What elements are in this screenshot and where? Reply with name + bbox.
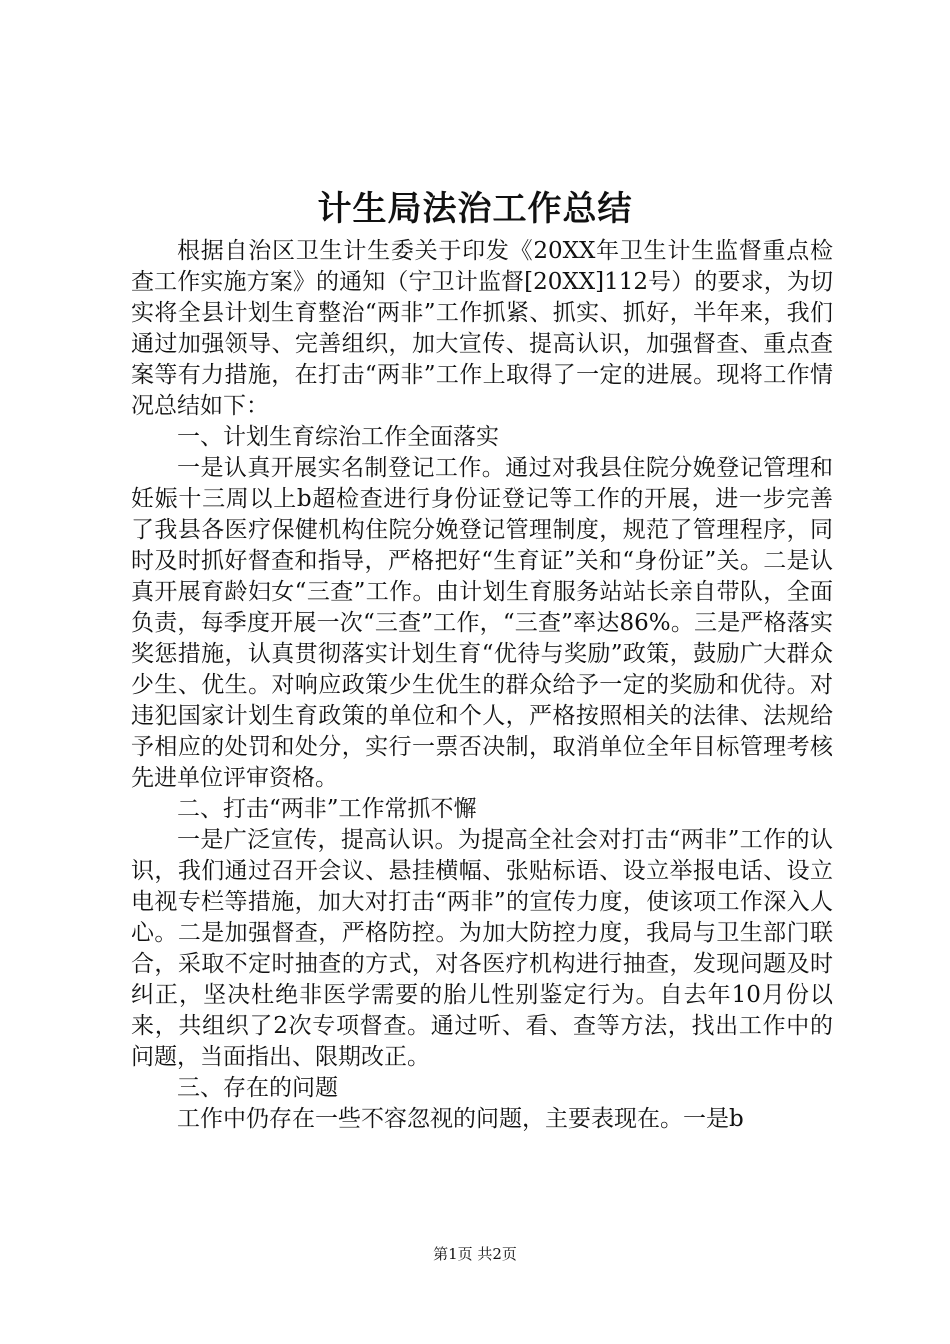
document-body: [131, 236, 833, 1135]
document-title: 计生局法治工作总结: [317, 189, 633, 229]
intro-paragraph: 根据自治区卫生计生委关于印发《20XX年卫生计生监督重点检查工作实施方案》的通知（宁卫计监督[20XX]112号）的要求，为切实将全县计划生育整治“两非”工作抓紧、抓实、抓好，半年来，我们通过加强领导、完善组织，加大宣传、提高认识，加强督查、重点查案等有力措施，在打击“两非”工作上取得了一定的进展。现将工作情况总结如下：: [131, 238, 833, 419]
section-1-paragraph: 一是认真开展实名制登记工作。通过对我县住院分娩登记管理和妊娠十三周以上b超检查进行身份证登记等工作的开展，进一步完善了我县各医疗保健机构住院分娩登记管理制度，规范了管理程序，同时及时抓好督查和指导，严格把好“生育证”关和“身份证”关。二是认真开展育龄妇女“三查”工作。由计划生育服务站站长亲自带队，全面负责，每季度开展一次“三查”工作，“三查”率达86%。三是严格落实奖惩措施，认真贯彻落实计划生育“优待与奖励”政策，鼓励广大群众少生、优生。对响应政策少生优生的群众给予一定的奖励和优待。对违犯国家计划生育政策的单位和个人，严格按照相关的法律、法规给予相应的处罚和处分，实行一票否决制，取消单位全年目标管理考核先进单位评审资格。: [131, 455, 833, 791]
section-3-paragraph: 工作中仍存在一些不容忽视的问题，主要表现在。一是b: [177, 1106, 744, 1132]
page-number-footer: 第1页 共2页: [433, 1245, 517, 1263]
section-heading-2: 二、打击“两非”工作常抓不懈: [177, 796, 477, 822]
section-2-paragraph: 一是广泛宣传，提高认识。为提高全社会对打击“两非”工作的认识，我们通过召开会议、悬挂横幅、张贴标语、设立举报电话、设立电视专栏等措施，加大对打击“两非”的宣传力度，使该项工作深入人心。二是加强督查，严格防控。为加大防控力度，我局与卫生部门联合，采取不定时抽查的方式，对各医疗机构进行抽查，发现问题及时纠正，坚决杜绝非医学需要的胎儿性别鉴定行为。自去年10月份以来，共组织了2次专项督查。通过听、看、查等方法，找出工作中的问题，当面指出、限期改正。: [131, 827, 833, 1070]
section-heading-3: 三、存在的问题: [177, 1075, 338, 1101]
section-heading-1: 一、计划生育综治工作全面落实: [177, 424, 499, 450]
